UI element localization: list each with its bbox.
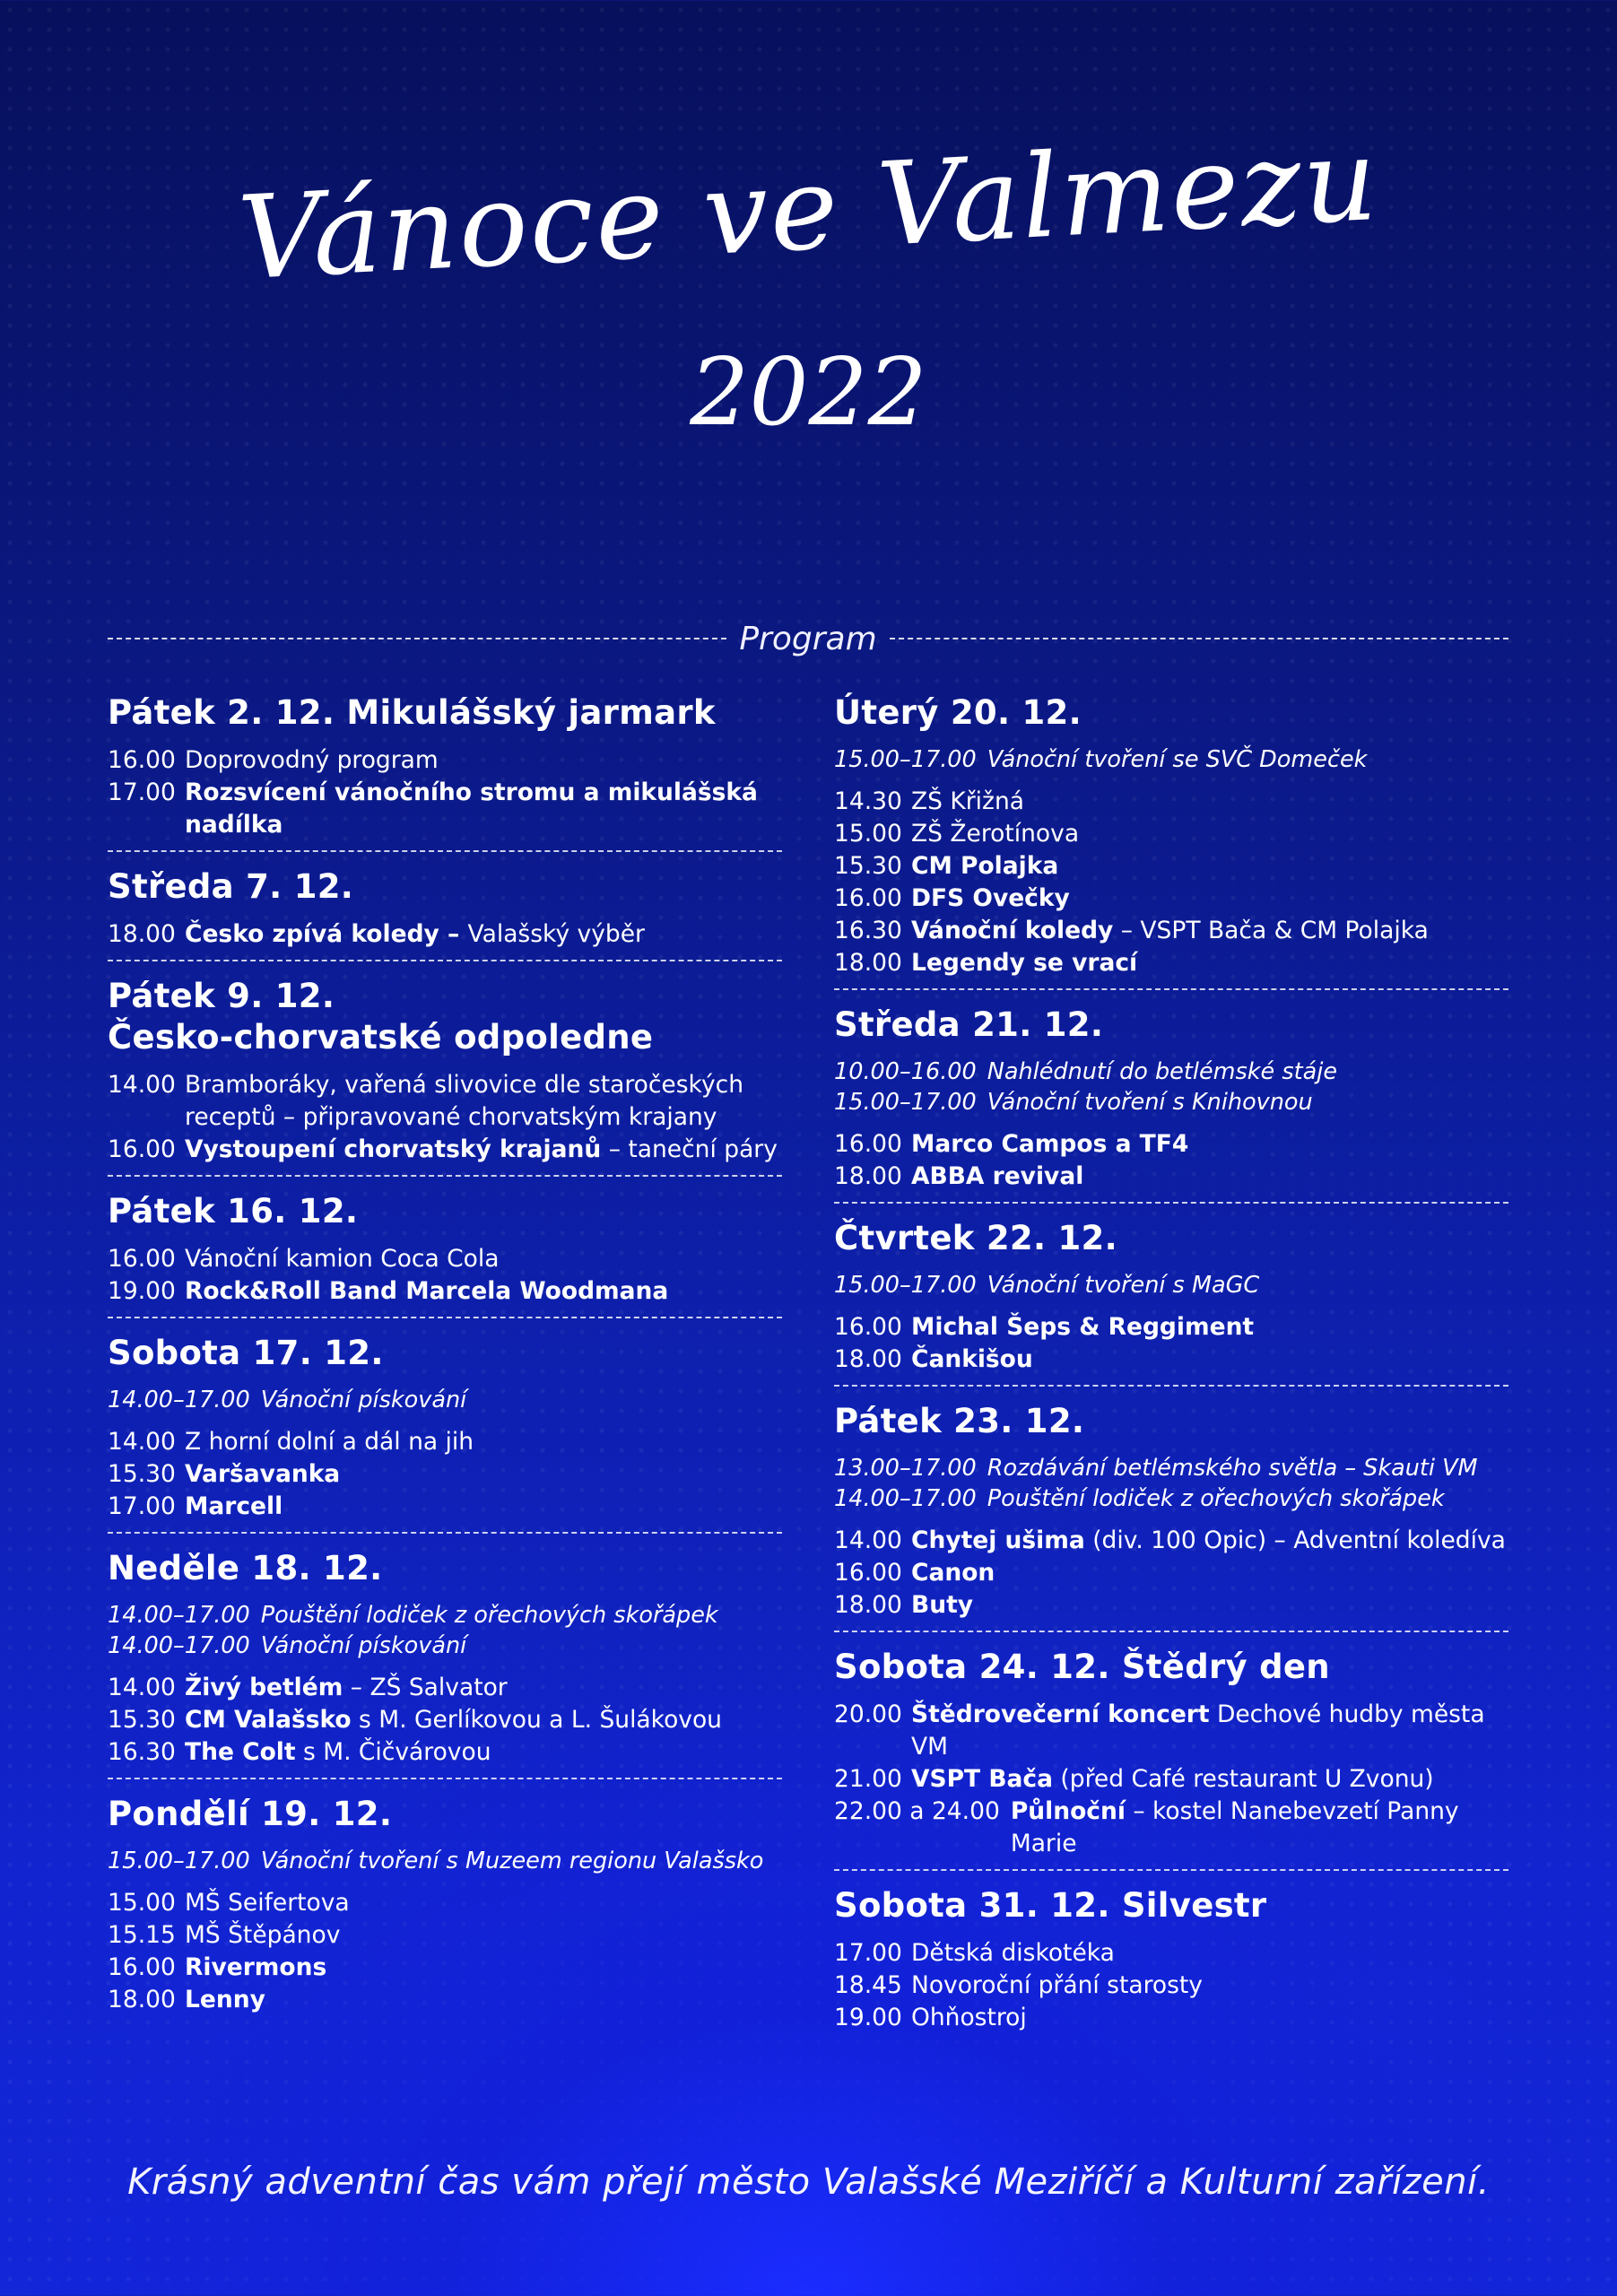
- day-section: [108, 865, 782, 961]
- workshop-text: Pouštění lodiček z ořechových skořápek: [987, 1485, 1445, 1512]
- event-detail: Valašský výběr: [467, 920, 645, 948]
- event-performer: The Colt: [185, 1738, 296, 1766]
- event-time: 14.00: [108, 1428, 176, 1456]
- workshop-time: 15.00–17.00: [834, 1089, 977, 1116]
- event-row: [108, 1426, 782, 1458]
- event-description: [911, 1589, 1508, 1622]
- day-title: [108, 1548, 782, 1589]
- event-row: [108, 1919, 782, 1952]
- event-row: [834, 1589, 1508, 1622]
- event-description: [185, 1952, 782, 1984]
- event-list: [834, 1937, 1508, 2034]
- workshop-text: Vánoční tvoření s Knihovnou: [987, 1089, 1313, 1116]
- workshop-list: [108, 1600, 782, 1661]
- event-detail: Ohňostroj: [911, 2004, 1027, 2031]
- event-performer: Marcell: [185, 1492, 283, 1520]
- workshop-list: [108, 1846, 782, 1876]
- event-performer: Legendy se vrací: [911, 949, 1138, 977]
- event-description: [1011, 1796, 1508, 1860]
- event-detail: – taneční páry: [601, 1135, 778, 1163]
- event-description: [911, 1128, 1508, 1161]
- event-description: [911, 786, 1508, 818]
- event-time: 18.00: [834, 949, 902, 977]
- event-description: [911, 1557, 1508, 1589]
- event-row: [108, 918, 782, 951]
- divider-dash-left: [108, 638, 726, 639]
- day-title: [834, 692, 1508, 734]
- event-description: [185, 1919, 782, 1952]
- day-section: [834, 1645, 1508, 1871]
- day-section: [108, 974, 782, 1177]
- event-row: [834, 850, 1508, 883]
- event-description: [911, 850, 1508, 883]
- event-performer: Čankišou: [911, 1345, 1033, 1373]
- event-performer: Lenny: [185, 1986, 265, 2013]
- event-description: [911, 1525, 1508, 1557]
- event-list: [108, 1243, 782, 1308]
- workshop-time: 15.00–17.00: [108, 1848, 250, 1874]
- workshop-row: [108, 1385, 782, 1415]
- event-performer: CM Polajka: [911, 852, 1059, 880]
- event-time: 16.00: [834, 1559, 902, 1587]
- workshop-row: [834, 1087, 1508, 1118]
- event-row: [834, 915, 1508, 947]
- event-performer: Michal Šeps & Reggiment: [911, 1313, 1255, 1341]
- event-list: [834, 786, 1508, 979]
- event-row: [108, 1069, 782, 1134]
- event-detail: – ZŠ Salvator: [343, 1674, 508, 1701]
- event-time: 14.00: [108, 1674, 176, 1701]
- event-row: [108, 1458, 782, 1491]
- day-title: [108, 976, 782, 1058]
- day-section: [834, 1216, 1508, 1387]
- event-row: [834, 1344, 1508, 1376]
- event-time: 19.00: [108, 1277, 176, 1305]
- event-description: [185, 744, 782, 777]
- workshop-list: [834, 1453, 1508, 1514]
- event-detail: (div. 100 Opic) – Adventní koledíva: [1084, 1526, 1506, 1554]
- day-title: [834, 1004, 1508, 1046]
- event-row: [834, 1970, 1508, 2002]
- event-row: [834, 1796, 1508, 1860]
- event-detail: Bramboráky, vařená slivovice dle staročeských receptů – připravované chorvatským krajany: [185, 1071, 743, 1131]
- event-time: 18.00: [108, 920, 176, 948]
- event-row: [108, 1672, 782, 1704]
- event-detail: ZŠ Žerotínova: [911, 820, 1080, 848]
- event-time: 15.30: [834, 852, 902, 880]
- workshop-list: [834, 744, 1508, 775]
- event-performer: Rozsvícení vánočního stromu a mikulášská nadílka: [185, 778, 758, 839]
- day-title-line: Sobota 31. 12. Silvestr: [834, 1886, 1267, 1925]
- event-performer: Půlnoční: [1010, 1797, 1126, 1825]
- event-list: [108, 1426, 782, 1523]
- workshop-row: [108, 1600, 782, 1631]
- event-detail: Dechové hudby města VM: [911, 1700, 1485, 1761]
- event-detail: Dětská diskotéka: [911, 1939, 1115, 1967]
- event-performer: CM Valašsko: [185, 1706, 352, 1734]
- event-time: 16.00: [834, 884, 902, 912]
- event-list: [108, 744, 782, 841]
- event-time: 17.00: [834, 1939, 902, 1967]
- event-detail: Novoroční přání starosty: [911, 1971, 1203, 1999]
- event-row: [108, 777, 782, 841]
- event-time: 18.00: [108, 1986, 176, 2013]
- event-row: [834, 947, 1508, 979]
- event-performer: Česko zpívá koledy –: [185, 920, 468, 948]
- workshop-time: 14.00–17.00: [108, 1632, 250, 1659]
- workshop-text: Vánoční tvoření s MaGC: [987, 1272, 1260, 1299]
- event-detail: – kostel Nanebevzetí Panny Marie: [1010, 1797, 1459, 1857]
- workshop-row: [834, 1483, 1508, 1514]
- event-row: [108, 1984, 782, 2016]
- event-detail: MŠ Seifertova: [185, 1889, 350, 1917]
- day-title-line: Neděle 18. 12.: [108, 1549, 383, 1587]
- event-row: [834, 2002, 1508, 2034]
- event-detail: – VSPT Bača & CM Polajka: [1113, 917, 1429, 944]
- day-title: [108, 866, 782, 908]
- day-title-line: Pátek 23. 12.: [834, 1402, 1085, 1440]
- event-time: 16.30: [108, 1738, 176, 1766]
- event-row: [834, 1557, 1508, 1589]
- event-description: [185, 1736, 782, 1769]
- event-time: 16.00: [834, 1130, 902, 1158]
- event-description: [185, 1134, 782, 1166]
- event-description: [911, 1699, 1508, 1763]
- day-title-line: Středa 7. 12.: [108, 867, 354, 906]
- event-row: [834, 786, 1508, 818]
- event-time: 18.45: [834, 1971, 902, 1999]
- event-detail: Vánoční kamion Coca Cola: [185, 1245, 500, 1273]
- workshop-list: [834, 1270, 1508, 1300]
- event-time: 15.00: [834, 820, 902, 848]
- workshop-row: [834, 744, 1508, 775]
- event-performer: Vánoční koledy: [911, 917, 1114, 944]
- event-row: [834, 818, 1508, 850]
- day-title-line: Sobota 17. 12.: [108, 1334, 384, 1372]
- event-row: [108, 1134, 782, 1166]
- event-time: 17.00: [108, 1492, 176, 1520]
- event-time: 15.30: [108, 1460, 176, 1488]
- event-description: [911, 1344, 1508, 1376]
- event-detail: s M. Čičvárovou: [295, 1738, 491, 1766]
- event-description: [185, 1887, 782, 1919]
- program-divider: [108, 619, 1508, 658]
- event-description: [911, 1970, 1508, 2002]
- day-section: [108, 1189, 782, 1318]
- day-title: [834, 1885, 1508, 1926]
- event-performer: VSPT Bača: [911, 1765, 1053, 1793]
- event-row: [108, 1736, 782, 1769]
- event-performer: Rock&Roll Band Marcela Woodmana: [185, 1277, 669, 1305]
- event-performer: Buty: [911, 1591, 974, 1619]
- event-description: [185, 1984, 782, 2016]
- day-section: [108, 691, 782, 852]
- event-time: 18.00: [834, 1591, 902, 1619]
- day-section: [834, 691, 1508, 990]
- event-row: [108, 1275, 782, 1308]
- workshop-time: 14.00–17.00: [108, 1602, 250, 1629]
- day-title: [108, 1333, 782, 1374]
- event-performer: Canon: [911, 1559, 995, 1587]
- day-section: [834, 1003, 1508, 1204]
- event-time: 15.30: [108, 1706, 176, 1734]
- workshop-row: [834, 1270, 1508, 1300]
- event-time: 19.00: [834, 2004, 902, 2031]
- event-time: 14.30: [834, 787, 902, 815]
- day-section: [108, 1792, 782, 2016]
- day-title: [108, 1191, 782, 1232]
- event-row: [108, 1243, 782, 1275]
- workshop-text: Vánoční pískování: [260, 1632, 467, 1659]
- event-description: [911, 1763, 1508, 1796]
- day-title: [834, 1647, 1508, 1688]
- event-time: 20.00: [834, 1700, 902, 1728]
- event-time: 21.00: [834, 1765, 902, 1793]
- event-row: [834, 1699, 1508, 1763]
- workshop-row: [108, 1631, 782, 1661]
- workshop-text: Rozdávání betlémského světla – Skauti VM: [987, 1455, 1478, 1482]
- event-description: [911, 915, 1508, 947]
- event-time: 18.00: [834, 1345, 902, 1373]
- event-detail: (před Café restaurant U Zvonu): [1053, 1765, 1434, 1793]
- event-description: [185, 1426, 782, 1458]
- event-row: [108, 1704, 782, 1736]
- day-title-line: Česko-chorvatské odpoledne: [108, 1018, 654, 1057]
- event-performer: Chytej ušima: [911, 1526, 1085, 1554]
- event-time: 15.15: [108, 1921, 176, 1949]
- event-description: [185, 1243, 782, 1275]
- event-time: 16.30: [834, 917, 902, 944]
- workshop-time: 15.00–17.00: [834, 1272, 977, 1299]
- day-title-line: Pátek 16. 12.: [108, 1192, 359, 1231]
- event-description: [185, 1704, 782, 1736]
- workshop-list: [108, 1385, 782, 1415]
- event-time: 16.00: [108, 1245, 176, 1273]
- event-row: [108, 744, 782, 777]
- event-list: [834, 1699, 1508, 1860]
- day-title-line: Čtvrtek 22. 12.: [834, 1219, 1117, 1257]
- event-performer: ABBA revival: [911, 1162, 1084, 1190]
- event-description: [911, 947, 1508, 979]
- event-time: 16.00: [108, 1135, 176, 1163]
- workshop-time: 14.00–17.00: [108, 1387, 250, 1413]
- event-row: [834, 1937, 1508, 1970]
- day-title-line: Úterý 20. 12.: [834, 693, 1082, 732]
- day-section: [834, 1883, 1508, 2034]
- event-description: [911, 1311, 1508, 1344]
- day-title: [108, 1794, 782, 1835]
- event-description: [185, 918, 782, 951]
- event-row: [834, 1128, 1508, 1161]
- day-title-line: Pátek 9. 12.: [108, 977, 335, 1015]
- workshop-time: 14.00–17.00: [834, 1485, 977, 1512]
- workshop-text: Vánoční pískování: [260, 1387, 467, 1413]
- day-title: [108, 692, 782, 734]
- event-list: [834, 1128, 1508, 1193]
- day-title-line: Středa 21. 12.: [834, 1005, 1104, 1044]
- day-section: [108, 1546, 782, 1779]
- event-time: 14.00: [834, 1526, 902, 1554]
- day-section: [108, 1331, 782, 1534]
- workshop-list: [834, 1057, 1508, 1118]
- event-detail: Z horní dolní a dál na jih: [185, 1428, 474, 1456]
- event-description: [911, 818, 1508, 850]
- event-detail: Doprovodný program: [185, 746, 439, 774]
- workshop-time: 15.00–17.00: [834, 746, 977, 773]
- event-row: [834, 1311, 1508, 1344]
- event-description: [911, 883, 1508, 915]
- event-time: 14.00: [108, 1071, 176, 1099]
- event-time: 16.00: [834, 1313, 902, 1341]
- event-performer: Rivermons: [185, 1953, 327, 1981]
- event-row: [108, 1952, 782, 1984]
- footer-greeting: Krásný adventní čas vám přejí město Valašské Meziříčí a Kulturní zařízení.: [127, 2161, 1490, 2203]
- event-description: [185, 1275, 782, 1308]
- event-performer: Varšavanka: [185, 1460, 341, 1488]
- day-title-line: Pondělí 19. 12.: [108, 1795, 393, 1833]
- workshop-text: Nahlédnutí do betlémské stáje: [987, 1058, 1338, 1085]
- workshop-text: Vánoční tvoření se SVČ Domeček: [987, 746, 1368, 773]
- day-title: [834, 1218, 1508, 1259]
- poster-year: 2022: [690, 337, 927, 447]
- event-list: [108, 918, 782, 951]
- event-list: [108, 1887, 782, 2016]
- workshop-time: 13.00–17.00: [834, 1455, 977, 1482]
- program-label: Program: [739, 620, 877, 657]
- event-time: 16.00: [108, 1953, 176, 1981]
- event-list: [834, 1311, 1508, 1376]
- workshop-row: [834, 1453, 1508, 1483]
- event-performer: DFS Ovečky: [911, 884, 1070, 912]
- event-performer: Marco Campos a TF4: [911, 1130, 1189, 1158]
- day-title-line: Sobota 24. 12. Štědrý den: [834, 1648, 1330, 1686]
- event-time: 18.00: [834, 1162, 902, 1190]
- schedule-column-left: [108, 691, 782, 2016]
- day-section: [834, 1399, 1508, 1632]
- event-time: 22.00 a 24.00: [834, 1797, 1000, 1825]
- event-description: [911, 1937, 1508, 1970]
- event-description: [185, 1458, 782, 1491]
- event-list: [108, 1069, 782, 1166]
- event-row: [834, 1161, 1508, 1193]
- workshop-row: [108, 1846, 782, 1876]
- event-time: 16.00: [108, 746, 176, 774]
- event-row: [108, 1491, 782, 1523]
- event-time: 17.00: [108, 778, 176, 806]
- event-row: [108, 1887, 782, 1919]
- event-description: [185, 1069, 782, 1134]
- event-list: [108, 1672, 782, 1769]
- event-row: [834, 1763, 1508, 1796]
- workshop-row: [834, 1057, 1508, 1087]
- event-time: 15.00: [108, 1889, 176, 1917]
- event-description: [185, 1672, 782, 1704]
- event-performer: Štědrovečerní koncert: [911, 1700, 1210, 1728]
- schedule-column-right: [834, 691, 1508, 2034]
- event-description: [911, 1161, 1508, 1193]
- workshop-text: Pouštění lodiček z ořechových skořápek: [260, 1602, 718, 1629]
- event-performer: Vystoupení chorvatský krajanů: [185, 1135, 602, 1163]
- workshop-time: 10.00–16.00: [834, 1058, 977, 1085]
- poster-title: Vánoce ve Valmezu: [235, 112, 1382, 307]
- event-description: [185, 777, 782, 841]
- event-row: [834, 1525, 1508, 1557]
- event-detail: s M. Gerlíkovou a L. Šulákovou: [351, 1706, 722, 1734]
- event-list: [834, 1525, 1508, 1622]
- event-description: [911, 2002, 1508, 2034]
- workshop-text: Vánoční tvoření s Muzeem regionu Valašsko: [260, 1848, 764, 1874]
- day-title: [834, 1401, 1508, 1442]
- event-row: [834, 883, 1508, 915]
- day-title-line: Pátek 2. 12. Mikulášský jarmark: [108, 693, 716, 732]
- event-description: [185, 1491, 782, 1523]
- event-performer: Živý betlém: [185, 1674, 343, 1701]
- event-detail: ZŠ Křižná: [911, 787, 1024, 815]
- divider-dash-right: [890, 638, 1508, 639]
- event-detail: MŠ Štěpánov: [185, 1921, 341, 1949]
